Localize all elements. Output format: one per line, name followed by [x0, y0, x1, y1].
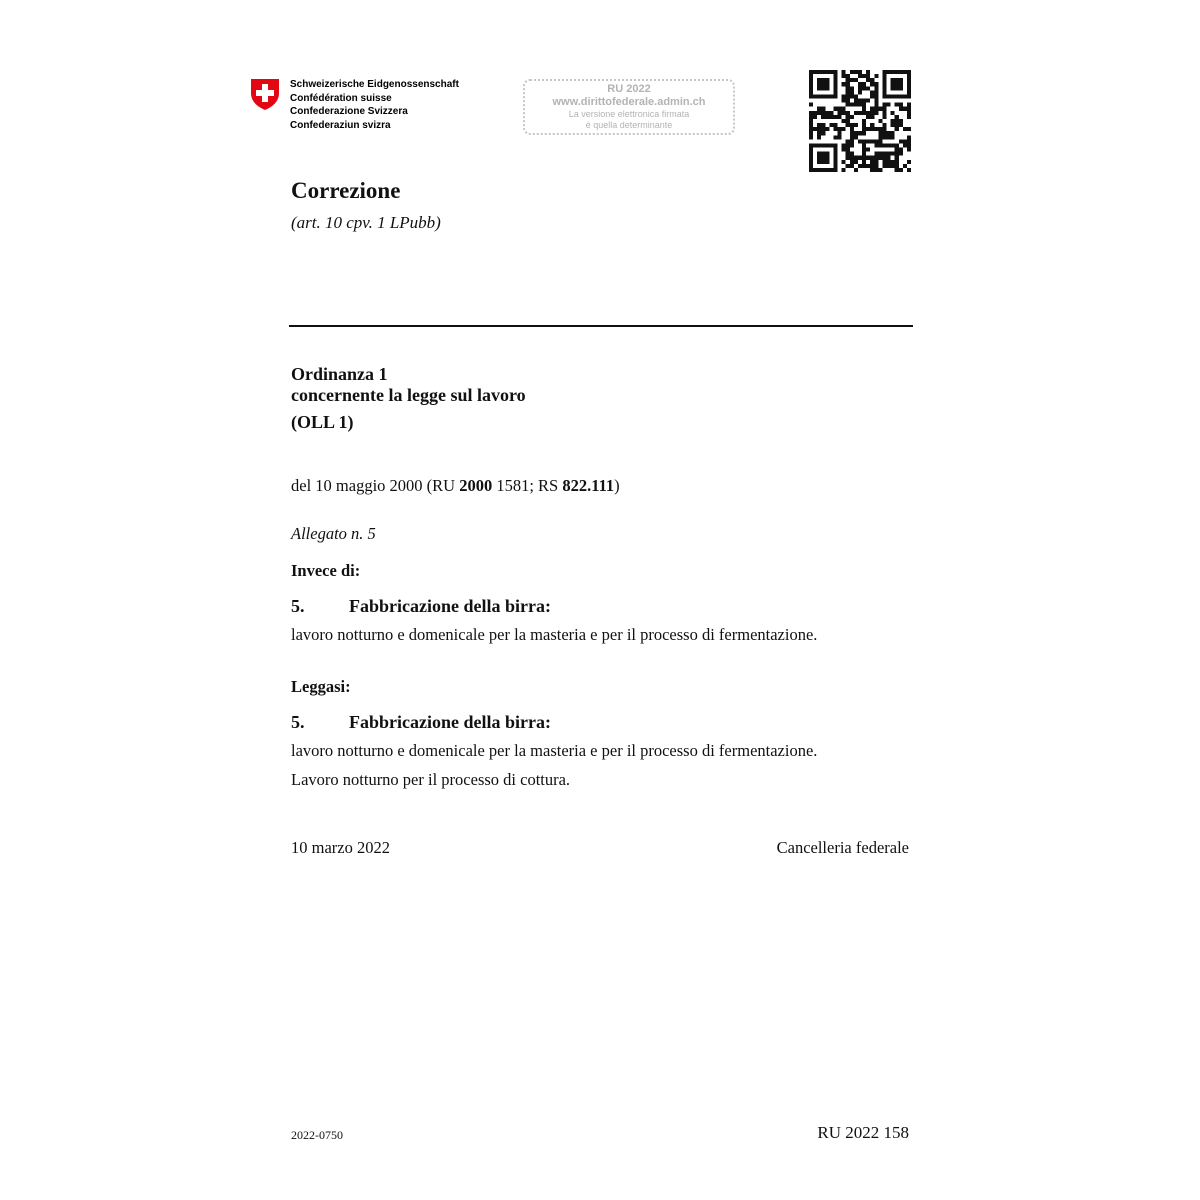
act-date-line — [291, 476, 620, 496]
stamp-ru-year: RU 2022 — [607, 83, 651, 95]
footer-code: 2022-0750 — [291, 1128, 343, 1142]
document-subtitle: (art. 10 cpv. 1 LPubb) — [291, 213, 441, 232]
read-item-heading: Fabbricazione della birra: — [349, 712, 551, 732]
read-item-number: 5. — [291, 712, 305, 732]
instead-item-text: lavoro notturno e domenicale per la masteria e per il processo di fermentazione. — [291, 625, 818, 644]
act-date-prefix: del 10 maggio 2000 (RU — [291, 476, 460, 495]
confederation-name-it: Confederazione Svizzera — [290, 106, 408, 117]
confederation-name-fr: Confédération suisse — [290, 92, 392, 104]
qr-code-icon — [809, 70, 911, 172]
act-date-suffix: ) — [614, 476, 620, 495]
horizontal-rule — [289, 325, 913, 327]
rs-number: 822.111 — [562, 476, 615, 495]
annex-label: Allegato n. 5 — [291, 524, 376, 543]
act-abbreviation: (OLL 1) — [291, 412, 354, 432]
confederation-name-rm: Confederaziun svizra — [290, 119, 391, 131]
stamp-website: www.dirittofederale.admin.ch — [552, 96, 706, 108]
read-item-text1: lavoro notturno e domenicale per la masteria e per il processo di fermentazione. — [291, 741, 818, 760]
footer-ru-reference: RU 2022 158 — [817, 1123, 909, 1142]
instead-item-number: 5. — [291, 596, 305, 616]
signature-authority: Cancelleria federale — [776, 838, 909, 857]
confederation-name-de: Schweizerische Eidgenossenschaft — [290, 79, 459, 90]
swiss-coat-of-arms-icon — [250, 77, 280, 111]
read-label: Leggasi: — [291, 677, 351, 696]
instead-item-heading: Fabbricazione della birra: — [349, 596, 551, 616]
stamp-note-line1: La versione elettronica firmata — [568, 109, 690, 119]
stamp-note-line2: è quella determinante — [585, 120, 673, 130]
act-title-line1: Ordinanza 1 — [291, 364, 388, 384]
act-title-line2: concernente la legge sul lavoro — [291, 385, 526, 405]
ru-page: 1581; RS — [492, 476, 563, 495]
document-title: Correzione — [291, 178, 401, 203]
electronic-version-stamp — [523, 79, 735, 135]
ru-year: 2000 — [459, 476, 493, 495]
signature-date: 10 marzo 2022 — [291, 838, 390, 857]
read-item-text2: Lavoro notturno per il processo di cottura. — [291, 770, 571, 789]
instead-label: Invece di: — [291, 561, 361, 580]
